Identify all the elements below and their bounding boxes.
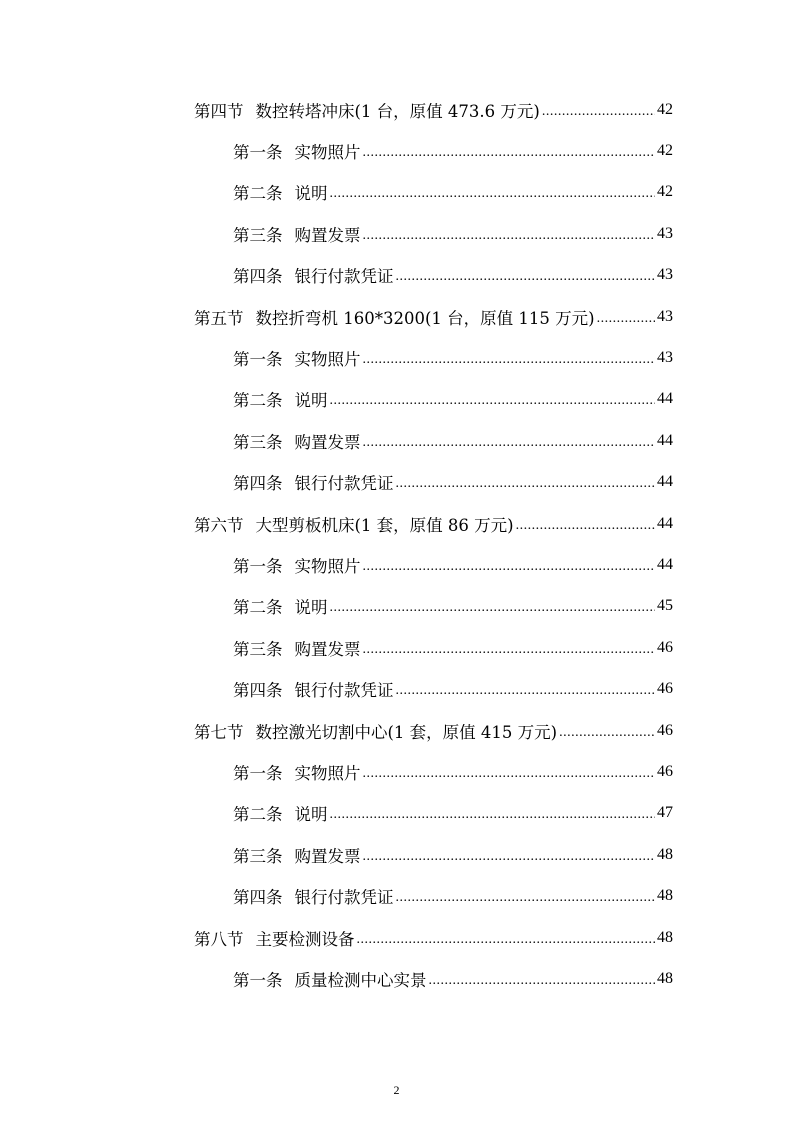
toc-entry-title: 实物照片 xyxy=(294,556,361,576)
toc-dot-leader xyxy=(330,597,656,615)
toc-entry-page: 44 xyxy=(657,555,673,573)
toc-entry-number: 第八节 xyxy=(194,929,244,949)
toc-entry-title: 说明 xyxy=(294,805,328,825)
toc-entry-title: 实物照片 xyxy=(294,763,361,783)
toc-entry-title: 购置发票 xyxy=(294,432,361,452)
toc-entry-page: 48 xyxy=(657,928,673,946)
toc-dot-leader xyxy=(396,266,656,284)
toc-entry-title: 银行付款凭证 xyxy=(294,474,394,494)
toc-dot-leader xyxy=(363,225,656,243)
toc-entry-title: 银行付款凭证 xyxy=(294,267,394,287)
toc-entry-number: 第四节 xyxy=(194,101,244,121)
toc-entry-number: 第七节 xyxy=(194,722,244,742)
toc-subsection-entry[interactable] xyxy=(0,337,793,378)
toc-entry-page: 42 xyxy=(657,183,673,201)
toc-subsection-entry[interactable] xyxy=(0,834,793,875)
toc-subsection-entry[interactable] xyxy=(0,420,793,461)
toc-entry-title: 主要检测设备 xyxy=(255,929,355,949)
toc-entry-page: 48 xyxy=(657,969,673,987)
toc-entry-page: 44 xyxy=(657,431,673,449)
toc-dot-leader xyxy=(363,846,656,864)
toc-subsection-entry[interactable] xyxy=(0,627,793,668)
toc-section-entry[interactable] xyxy=(0,710,793,751)
toc-entry-page: 44 xyxy=(657,473,673,491)
toc-entry-number: 第三条 xyxy=(233,225,283,245)
toc-entry-number: 第四条 xyxy=(233,474,283,494)
toc-entry-page: 43 xyxy=(657,266,673,284)
toc-dot-leader xyxy=(396,680,656,698)
toc-entry-page: 46 xyxy=(657,762,673,780)
toc-dot-leader xyxy=(396,473,656,491)
toc-entry-page: 42 xyxy=(657,142,673,160)
toc-subsection-entry[interactable] xyxy=(0,462,793,503)
toc-dot-leader xyxy=(363,763,656,781)
toc-dot-leader xyxy=(363,432,656,450)
toc-dot-leader xyxy=(363,639,656,657)
toc-subsection-entry[interactable] xyxy=(0,751,793,792)
toc-entry-page: 47 xyxy=(657,804,673,822)
toc-entry-title: 银行付款凭证 xyxy=(294,681,394,701)
toc-dot-leader xyxy=(330,390,656,408)
toc-entry-page: 44 xyxy=(657,514,673,532)
toc-entry-title: 购置发票 xyxy=(294,225,361,245)
toc-subsection-entry[interactable] xyxy=(0,793,793,834)
toc-entry-title: 质量检测中心实景 xyxy=(294,970,427,990)
toc-entry-page: 42 xyxy=(657,100,673,118)
toc-subsection-entry[interactable] xyxy=(0,172,793,213)
toc-dot-leader xyxy=(429,970,656,988)
toc-dot-leader xyxy=(542,101,655,119)
toc-entry-page: 48 xyxy=(657,845,673,863)
toc-dot-leader xyxy=(363,556,656,574)
toc-entry-title: 说明 xyxy=(294,184,328,204)
toc-section-entry[interactable] xyxy=(0,917,793,958)
toc-entry-page: 43 xyxy=(657,349,673,367)
table-of-contents xyxy=(0,89,793,1000)
toc-entry-page: 46 xyxy=(657,721,673,739)
toc-entry-number: 第一条 xyxy=(233,763,283,783)
toc-entry-number: 第二条 xyxy=(233,805,283,825)
toc-entry-page: 46 xyxy=(657,680,673,698)
toc-entry-number: 第四条 xyxy=(233,267,283,287)
toc-subsection-entry[interactable] xyxy=(0,379,793,420)
toc-entry-number: 第四条 xyxy=(233,681,283,701)
toc-entry-number: 第五节 xyxy=(194,308,244,328)
toc-dot-leader xyxy=(597,308,655,326)
toc-entry-page: 43 xyxy=(657,307,673,325)
toc-entry-number: 第二条 xyxy=(233,598,283,618)
toc-entry-title: 数控转塔冲床(1 台，原值 473.6 万元) xyxy=(255,101,540,121)
toc-section-entry[interactable] xyxy=(0,296,793,337)
toc-dot-leader xyxy=(396,887,656,905)
toc-entry-title: 购置发票 xyxy=(294,639,361,659)
toc-entry-number: 第六节 xyxy=(194,515,244,535)
toc-section-entry[interactable] xyxy=(0,89,793,130)
toc-dot-leader xyxy=(363,142,656,160)
toc-entry-title: 购置发票 xyxy=(294,846,361,866)
toc-entry-title: 说明 xyxy=(294,598,328,618)
toc-rows xyxy=(0,89,793,1000)
toc-entry-title: 说明 xyxy=(294,391,328,411)
toc-entry-title: 大型剪板机床(1 套，原值 86 万元) xyxy=(255,515,514,535)
toc-subsection-entry[interactable] xyxy=(0,213,793,254)
toc-entry-title: 实物照片 xyxy=(294,143,361,163)
toc-entry-number: 第一条 xyxy=(233,143,283,163)
toc-dot-leader xyxy=(357,929,656,947)
toc-dot-leader xyxy=(330,183,656,201)
toc-dot-leader xyxy=(363,349,656,367)
toc-subsection-entry[interactable] xyxy=(0,130,793,171)
toc-entry-page: 44 xyxy=(657,390,673,408)
toc-entry-number: 第一条 xyxy=(233,970,283,990)
toc-subsection-entry[interactable] xyxy=(0,255,793,296)
toc-entry-number: 第四条 xyxy=(233,888,283,908)
toc-entry-number: 第三条 xyxy=(233,432,283,452)
toc-entry-page: 48 xyxy=(657,887,673,905)
toc-entry-title: 数控折弯机 160*3200(1 台，原值 115 万元) xyxy=(255,308,595,328)
toc-dot-leader xyxy=(516,515,655,533)
toc-section-entry[interactable] xyxy=(0,503,793,544)
toc-subsection-entry[interactable] xyxy=(0,544,793,585)
toc-dot-leader xyxy=(559,722,655,740)
toc-entry-title: 实物照片 xyxy=(294,350,361,370)
toc-entry-number: 第一条 xyxy=(233,556,283,576)
toc-entry-title: 数控激光切割中心(1 套，原值 415 万元) xyxy=(255,722,558,742)
toc-entry-title: 银行付款凭证 xyxy=(294,888,394,908)
toc-entry-number: 第三条 xyxy=(233,846,283,866)
page-number: 2 xyxy=(393,1083,400,1097)
toc-entry-number: 第二条 xyxy=(233,391,283,411)
toc-entry-page: 45 xyxy=(657,597,673,615)
toc-subsection-entry[interactable] xyxy=(0,958,793,999)
toc-entry-number: 第三条 xyxy=(233,639,283,659)
toc-entry-page: 46 xyxy=(657,638,673,656)
toc-entry-number: 第一条 xyxy=(233,350,283,370)
toc-entry-number: 第二条 xyxy=(233,184,283,204)
toc-subsection-entry[interactable] xyxy=(0,586,793,627)
toc-dot-leader xyxy=(330,804,656,822)
toc-subsection-entry[interactable] xyxy=(0,875,793,916)
toc-entry-page: 43 xyxy=(657,224,673,242)
toc-subsection-entry[interactable] xyxy=(0,668,793,709)
